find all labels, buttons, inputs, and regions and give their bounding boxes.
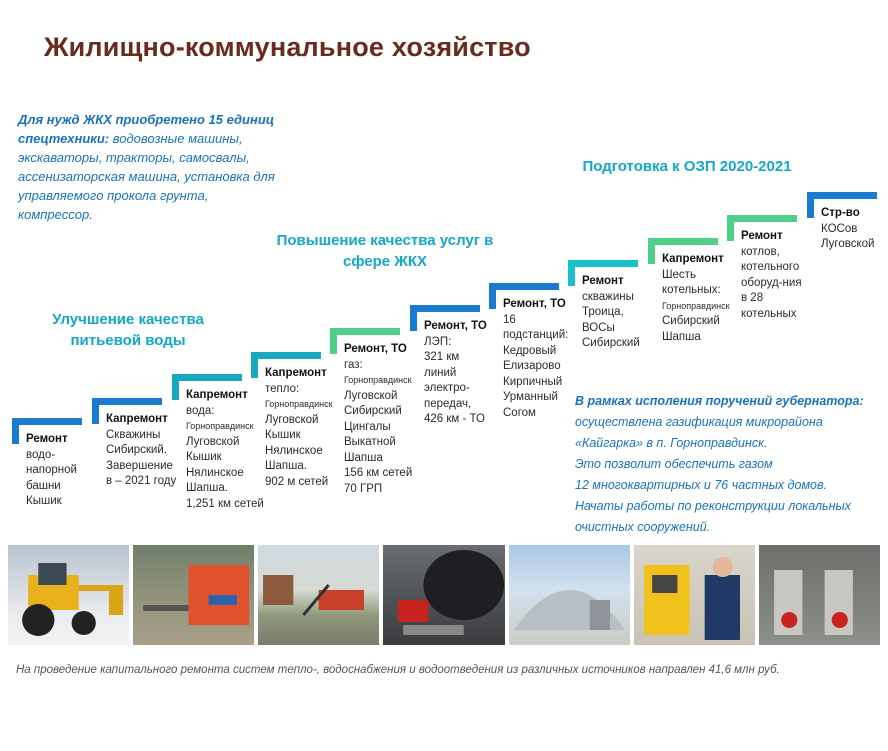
step-text	[265, 366, 347, 490]
step-line: котельных	[741, 307, 797, 320]
step-line: Сибирский.	[106, 444, 167, 456]
page-title: Жилищно-коммунальное хозяйство	[44, 32, 531, 62]
step-title: Ремонт, ТО	[424, 320, 487, 332]
governor-line: Начаты работы по реконструкции локальных	[575, 499, 851, 513]
step-line: Сибирский	[662, 315, 720, 327]
step-line: Шапша.	[265, 460, 307, 472]
step-marker	[807, 192, 877, 199]
step-line: вода:	[186, 404, 215, 417]
drilling-truck-photo	[258, 545, 379, 645]
step-line: Нялинское	[186, 466, 244, 479]
step-line: напорной	[26, 464, 77, 476]
hangar-photo	[509, 545, 630, 645]
step-line: Сибирский	[582, 337, 640, 349]
step-line: котельных:	[662, 284, 721, 296]
step-line: тепло:	[265, 382, 300, 395]
step-line: Шесть	[662, 268, 696, 281]
step-line: подстанций:	[503, 329, 569, 341]
step-line: Шапша	[344, 451, 383, 464]
step-line: газ:	[344, 358, 363, 371]
governor-line: 12 многоквартирных и 76 частных домов.	[575, 478, 827, 492]
governor-line: очистных сооружений.	[575, 520, 711, 534]
pump-station-photo	[133, 545, 254, 645]
step-line: Шапша.	[186, 482, 228, 494]
boiler-photo	[383, 545, 504, 645]
step-line: Кышик	[26, 495, 62, 507]
step-title: Ремонт, ТО	[344, 343, 407, 355]
governor-block	[575, 391, 875, 538]
step-line: линий	[424, 366, 457, 379]
step-line: Урманный	[503, 391, 558, 403]
step-line: ЛЭП:	[424, 335, 452, 348]
step-line: в – 2021 году	[106, 475, 177, 487]
step-marker	[727, 215, 797, 222]
step-text	[662, 252, 744, 345]
heading-ozp: Подготовка к ОЗП 2020-2021	[582, 158, 792, 175]
step-title: Стр-во	[821, 207, 860, 219]
photo-strip	[8, 545, 880, 645]
step-marker	[251, 352, 321, 359]
step-marker	[568, 260, 638, 267]
step-line: электро-	[424, 382, 470, 394]
step-line: Нялинское	[265, 444, 323, 457]
step-title: Ремонт	[582, 275, 624, 287]
step-line: Луговской	[821, 238, 875, 250]
step-line: Горноправдинск	[344, 375, 412, 385]
governor-line: Это позволит обеспечить газом	[575, 457, 773, 471]
step-line: Луговской	[186, 435, 240, 448]
step-marker	[12, 418, 82, 425]
step-title: Капремонт	[106, 413, 168, 425]
step-line: Завершение	[106, 459, 173, 472]
generator-photo	[634, 545, 755, 645]
heading-water-quality: Улучшение качества питьевой воды	[52, 311, 204, 349]
step-line: башни	[26, 479, 61, 492]
step-title: Капремонт	[186, 389, 248, 401]
step-line: Горноправдинск	[662, 300, 730, 311]
step-line: Кышик	[186, 451, 222, 463]
step-line: котельного	[741, 261, 800, 273]
intro-text	[18, 110, 280, 224]
governor-line: осуществлена газификация микрорайона	[575, 415, 823, 429]
step-marker	[410, 305, 480, 312]
step-title: Капремонт	[265, 367, 327, 379]
step-text	[582, 274, 664, 352]
heading-service-quality: Повышение качества услуг в сфере ЖКХ	[276, 232, 494, 270]
step-line: 1,251 км сетей	[186, 497, 264, 510]
step-text	[106, 412, 188, 490]
intro-rest: водовозные машины, экскаваторы, тракторы, самосвалы, ассенизаторская машина, установка для управляемого прокола грунта, компрессор.	[18, 131, 275, 222]
governor-line: «Кайгарка» в п. Горноправдинск.	[575, 436, 768, 450]
step-line: в 28	[741, 292, 764, 304]
step-line: водо-	[26, 448, 56, 461]
governor-title: В рамках исполения поручений губернатора:	[575, 394, 864, 408]
step-line: 16	[503, 313, 516, 326]
step-title: Ремонт	[741, 230, 783, 242]
step-line: Горноправдинск	[186, 421, 254, 431]
step-line: Согом	[503, 406, 536, 419]
step-line: 902 м сетей	[265, 475, 329, 488]
step-title: Ремонт, ТО	[503, 298, 566, 310]
step-line: Скважины	[106, 428, 161, 441]
step-line: скважины	[582, 290, 634, 303]
intro-bold: Для нужд ЖКХ приобретено 15 единиц спецтехники:	[18, 112, 275, 146]
step-line: Горноправдинск	[265, 399, 333, 409]
step-line: Луговской	[344, 389, 398, 402]
step-text	[344, 342, 426, 497]
step-text	[741, 229, 823, 322]
step-line: Луговской	[265, 413, 319, 426]
step-text	[503, 297, 585, 421]
step-line: 70 ГРП	[344, 482, 383, 495]
step-text	[821, 206, 888, 253]
step-line: передач,	[424, 397, 472, 410]
footnote: На проведение капитального ремонта систем тепло-, водоснабжения и водоотведения из различных источников направлен 41,6 млн руб.	[16, 664, 780, 676]
step-marker	[92, 398, 162, 405]
step-line: оборуд-ния	[741, 276, 802, 289]
step-line: КОСов	[821, 222, 858, 235]
step-line: Выкатной	[344, 436, 396, 448]
step-line: 156 км сетей	[344, 467, 413, 479]
step-marker	[489, 283, 559, 290]
step-line: Цингалы	[344, 420, 391, 433]
step-line: Елизарово	[503, 360, 561, 372]
step-marker	[172, 374, 242, 381]
step-marker	[648, 238, 718, 245]
treatment-plant-photo	[759, 545, 880, 645]
step-line: Сибирский	[344, 405, 402, 417]
step-line: Кедровый	[503, 344, 557, 357]
step-title: Ремонт	[26, 433, 68, 445]
step-line: 426 км - ТО	[424, 413, 485, 425]
step-marker	[330, 328, 400, 335]
step-line: Шапша	[662, 330, 701, 343]
step-text	[26, 432, 108, 510]
step-line: Кирпичный	[503, 375, 563, 388]
step-line: Троица,	[582, 306, 624, 318]
step-line: котлов,	[741, 245, 780, 258]
tractor-photo	[8, 545, 129, 645]
step-line: 321 км	[424, 351, 460, 363]
step-title: Капремонт	[662, 253, 724, 265]
step-line: ВОСы	[582, 321, 615, 334]
step-text	[186, 388, 268, 512]
step-line: Кышик	[265, 429, 301, 441]
step-text	[424, 319, 506, 428]
